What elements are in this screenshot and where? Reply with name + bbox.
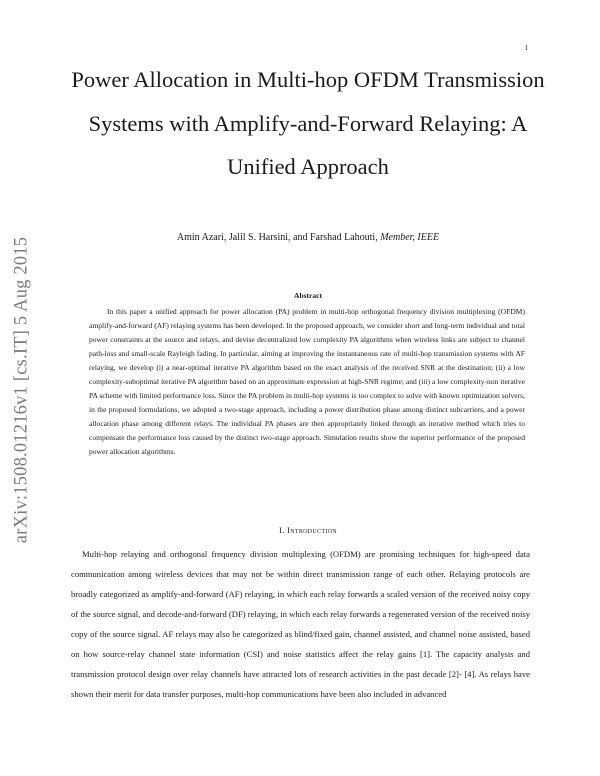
author-names: Amin Azari, Jalil S. Harsini, and Farshad Lahouti,	[176, 232, 378, 243]
page-number: 1	[524, 44, 528, 52]
section-title: Introduction	[287, 525, 337, 535]
abstract-heading: Abstract	[294, 291, 322, 300]
section-heading-introduction	[70, 525, 546, 535]
author-line	[70, 232, 546, 243]
author-membership: Member, IEEE	[380, 232, 440, 243]
arxiv-identifier-stamp: arXiv:1508.01216v1 [cs.IT] 5 Aug 2015	[11, 236, 32, 544]
abstract-body: In this paper a unified approach for power allocation (PA) problem in multi-hop orthogonal frequency division multiplexing (OFDM) amplify-and-forward (AF) relaying systems has been developed. In the proposed approach, we consider short and long-term individual and total power constraints at the source and relays, and devise decentralized low complexity PA algorithms when wireless links are subject to channel path-loss and small-scale Rayleigh fading. In particular, aiming at improving the instantaneous rate of multi-hop transmission systems with AF relaying, we develop (i) a near-optimal iterative PA algorithm based on the exact analysis of the received SNR at the destination; (ii) a low complexity-suboptimal iterative PA algorithm based on an approximate expression at high-SNR regime; and (iii) a low complexity-non iterative PA scheme with limited performance loss. Since the PA problem in multi-hop systems is too complex to solve with known optimization solvers, in the proposed formulations, we adopted a two-stage approach, including a power distribution phase among distinct subcarriers, and a power allocation phase among different relays. The individual PA phases are then appropriately linked through an iterative method which tries to compensate the performance loss caused by the distinct two-stage approach. Simulation results show the superior performance of the proposed power allocation algorithms.	[89, 307, 525, 456]
paper-title-text: Power Allocation in Multi-hop OFDM Transmission Systems with Amplify-and-Forward Relaying: A Unified Approach	[71, 67, 545, 179]
section-numeral: I.	[279, 525, 285, 535]
introduction-body: Multi-hop relaying and orthogonal frequency division multiplexing (OFDM) are promising techniques for high-speed data communication among wireless devices that may not be within direct transmission range of each other. Relaying protocols are broadly categorized as amplify-and-forward (AF) relaying, in which each relay forwards a scaled version of the received noisy copy of the source signal, and decode-and-forward (DF) relaying, in which each relay forwards a regenerated version of the received noisy copy of the source signal. AF relays may also be categorized as blind/fixed gain, channel assisted, and channel noise assisted, based on how source-relay channel state information (CSI) and noise statistics affect the relay gains [1]. The capacity analysis and transmission protocol design over relay channels have attracted lots of research activities in the past decade [2]- [4]. As relays have shown their merit for data transfer purposes, multi-hop communications have been also included in advanced	[71, 549, 530, 699]
paper-title	[70, 58, 546, 189]
